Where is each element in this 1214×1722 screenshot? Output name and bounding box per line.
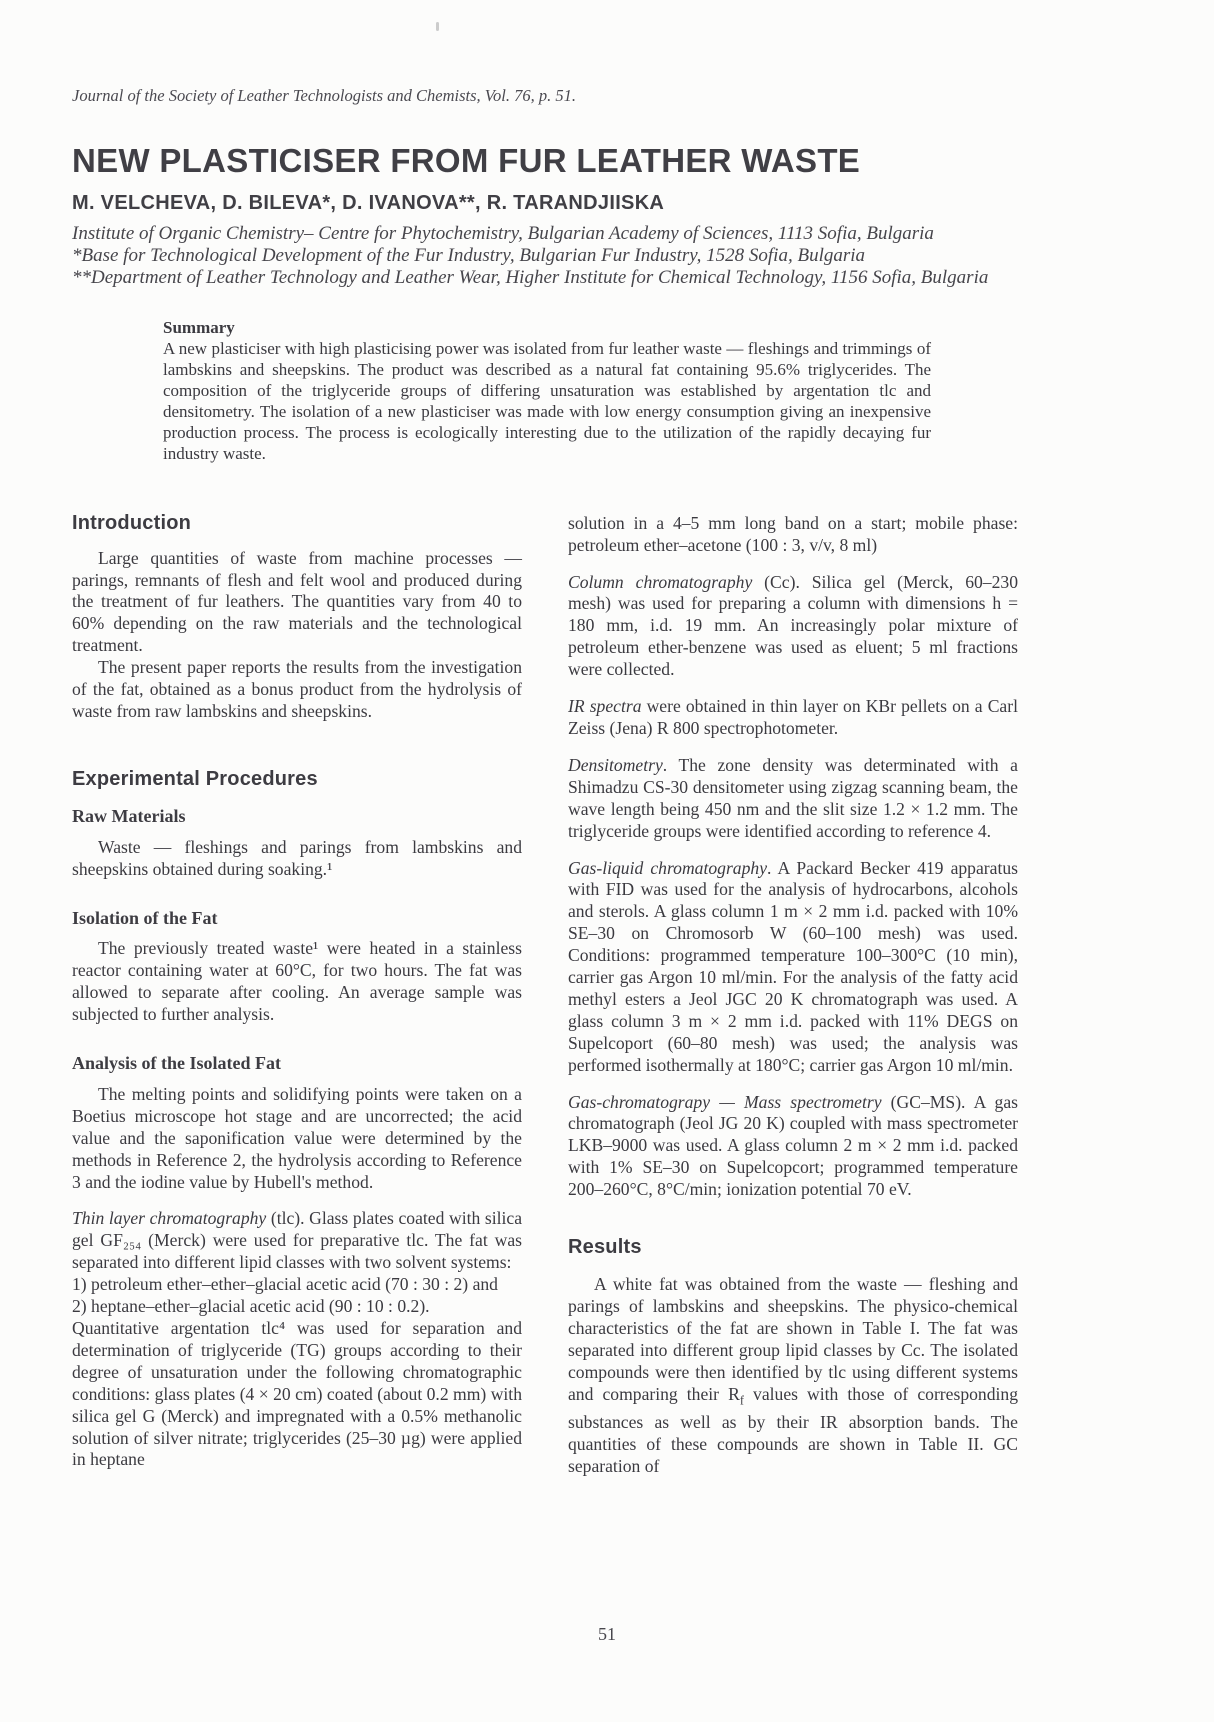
glc-method-text: . A Packard Becker 419 apparatus with FID was used for the analysis of hydrocarbons, alcohols and sterols. A glass column 1 m × 2 mm i.d. packed with 10% SE–30 on Chromosorb W (60–100 mesh) was used. Conditions: programmed temperature 100–300°C (10 min), carrier gas Argon 10 ml/min. For the analysis of the fatty acid methyl esters a Jeol JGC 20 K chromatograph was used. A glass column 3 m × 2 mm i.d. packed with 11% DEGS on Supelcoport (60–80 mesh) was used; the analysis was performed isothermally at 180°C; carrier gas Argon 10 ml/min. xyxy=(568,857,1018,1075)
summary-heading: Summary xyxy=(163,318,235,338)
ir-spectra-paragraph xyxy=(568,696,1018,740)
isolation-heading: Isolation of the Fat xyxy=(72,907,218,928)
cc-method-label: Column chromatography xyxy=(568,571,753,592)
column-chromatography-paragraph xyxy=(568,572,1018,682)
affiliation-2: *Base for Technological Development of the Fur Industry, Bulgarian Fur Industry, 1528 Sofia, Bulgaria xyxy=(72,244,866,266)
densitometry-paragraph xyxy=(568,755,1018,843)
results-heading: Results xyxy=(568,1236,642,1259)
results-paragraph xyxy=(568,1274,1018,1478)
gas-liquid-chromatography-paragraph xyxy=(568,858,1018,1077)
experimental-heading: Experimental Procedures xyxy=(72,767,318,790)
isolation-paragraph: The previously treated waste¹ were heated in a stainless reactor containing water at 60°C, for two hours. The fat was allowed to separate after cooling. An average sample was subjected to further analysis. xyxy=(72,938,522,1025)
article-title: NEW PLASTICISER FROM FUR LEATHER WASTE xyxy=(72,142,861,179)
analysis-heading: Analysis of the Isolated Fat xyxy=(72,1053,282,1074)
left-column xyxy=(72,513,522,1478)
tlc-method-label: Thin layer chromatography xyxy=(72,1208,267,1229)
results-text-after-rf: values with those of corresponding substances as well as by their IR absorption bands. The quantities of these compounds are shown in Table II. GC separation of xyxy=(568,1383,1018,1476)
page-number: 51 xyxy=(598,1624,616,1644)
journal-header-line: Journal of the Society of Leather Technologists and Chemists, Vol. 76, p. 51. xyxy=(72,86,576,105)
densitometry-method-text: . The zone density was determinated with a Shimadzu CS-30 densitometer using zigzag scanning beam, the wave length being 450 nm and the slit size 1.2 × 1.2 mm. The triglyceride groups were identified according to reference 4. xyxy=(568,754,1018,841)
analysis-paragraph: The melting points and solidifying points were taken on a Boetius microscope hot stage and are uncorrected; the acid value and the saponification value were determined by the methods in Reference 2, the hydrolysis according to Reference 3 and the iodine value by Hubell's method. xyxy=(72,1083,522,1192)
raw-materials-heading: Raw Materials xyxy=(72,805,186,826)
tlc-method-text: (tlc). Glass plates coated with silica gel GF₂₅₄ (Merck) were used for preparative tlc. The fat was separated into different lipid classes with two solvent systems: xyxy=(72,1208,522,1273)
introduction-paragraph-1: Large quantities of waste from machine processes — parings, remnants of flesh and felt wool and produced during the treatment of fur leathers. The quantities vary from 40 to 60% depending on the raw materials and the technological treatment. xyxy=(72,547,522,656)
affiliation-3: **Department of Leather Technology and Leather Wear, Higher Institute for Chemical Technology, 1156 Sofia, Bulgaria xyxy=(72,266,989,288)
authors-line: M. VELCHEVA, D. BILEVA*, D. IVANOVA**, R. TARANDJIISKA xyxy=(72,192,665,214)
right-column xyxy=(568,513,1018,1478)
affiliations-block xyxy=(72,223,1018,288)
densitometry-method-label: Densitometry xyxy=(568,754,663,775)
tlc-paragraph xyxy=(72,1208,522,1274)
page-content xyxy=(72,86,1018,1478)
tlc-solvent-system-2: 2) heptane–ether–glacial acetic acid (90 : 10 : 0.2). xyxy=(72,1296,430,1317)
two-column-body xyxy=(72,513,1018,1478)
summary-paragraph: A new plasticiser with high plasticising power was isolated from fur leather waste — fleshings and trimmings of lambskins and sheepskins. The product was described as a natural fat containing 95.6% triglycerides. The composition of the triglyceride groups of differing unsaturation was established by argentation tlc and densitometry. The isolation of a new plasticiser was made with low energy consumption giving an inexpensive production process. The process is ecologically interesting due to the utilization of the rapidly decaying fur industry waste. xyxy=(163,339,931,463)
results-text-before-rf: A white fat was obtained from the waste — fleshing and parings of lambskins and sheepskins. The physico-chemical characteristics of the fat are shown in Table I. The fat was separated into different group lipid classes by Cc. The isolated compounds were then identified by tlc using different systems and comparing their R xyxy=(568,1274,1018,1404)
gcms-paragraph xyxy=(568,1092,1018,1202)
raw-materials-paragraph: Waste — fleshings and parings from lambskins and sheepskins obtained during soaking.¹ xyxy=(72,836,522,879)
ir-method-label: IR spectra xyxy=(568,696,642,717)
scan-artifact xyxy=(436,22,439,31)
tlc-argentation-paragraph: Quantitative argentation tlc⁴ was used for separation and determination of triglyceride (TG) groups according to their degree of unsaturation under the following chromatographic conditions: glass plates (4 × 20 cm) coated (about 0.2 mm) with silica gel G (Merck) and impregnated with a 0.5% methanolic solution of silver nitrate; triglycerides (25–30 µg) were applied in heptane xyxy=(72,1318,522,1470)
summary-block xyxy=(163,318,931,464)
glc-method-label: Gas-liquid chromatography xyxy=(568,857,767,878)
rf-subscript: f xyxy=(739,1393,744,1408)
ir-method-text: were obtained in thin layer on KBr pellets on a Carl Zeiss (Jena) R 800 spectrophotometer. xyxy=(568,696,1018,738)
introduction-paragraph-2: The present paper reports the results from the investigation of the fat, obtained as a bonus product from the hydrolysis of waste from raw lambskins and sheepskins. xyxy=(72,657,522,721)
affiliation-1: Institute of Organic Chemistry– Centre for Phytochemistry, Bulgarian Academy of Sciences, 1113 Sofia, Bulgaria xyxy=(72,223,934,244)
gcms-method-label: Gas-chromatograpy — Mass spectrometry xyxy=(568,1091,882,1112)
tlc-solvent-system-1: 1) petroleum ether–ether–glacial acetic acid (70 : 30 : 2) and xyxy=(72,1274,498,1295)
gcms-method-text: (GC–MS). A gas chromatograph (Jeol JG 20 K) coupled with mass spectrometer LKB–9000 was used. A glass column 2 m × 2 mm i.d. packed with 1% SE–30 on Supelcopcort; programmed temperature 200–260°C, 8°C/min; ionization potential 70 eV. xyxy=(568,1091,1018,1200)
cc-method-text: (Cc). Silica gel (Merck, 60–230 mesh) was used for preparing a column with dimensions h = 180 mm, i.d. 19 mm. An increasingly polar mixture of petroleum ether-benzene was used as eluent; 5 ml fractions were collected. xyxy=(568,571,1018,680)
tlc-continuation-paragraph: solution in a 4–5 mm long band on a start; mobile phase: petroleum ether–acetone (100 : 3, v/v, 8 ml) xyxy=(568,512,1018,555)
introduction-heading: Introduction xyxy=(72,511,192,534)
